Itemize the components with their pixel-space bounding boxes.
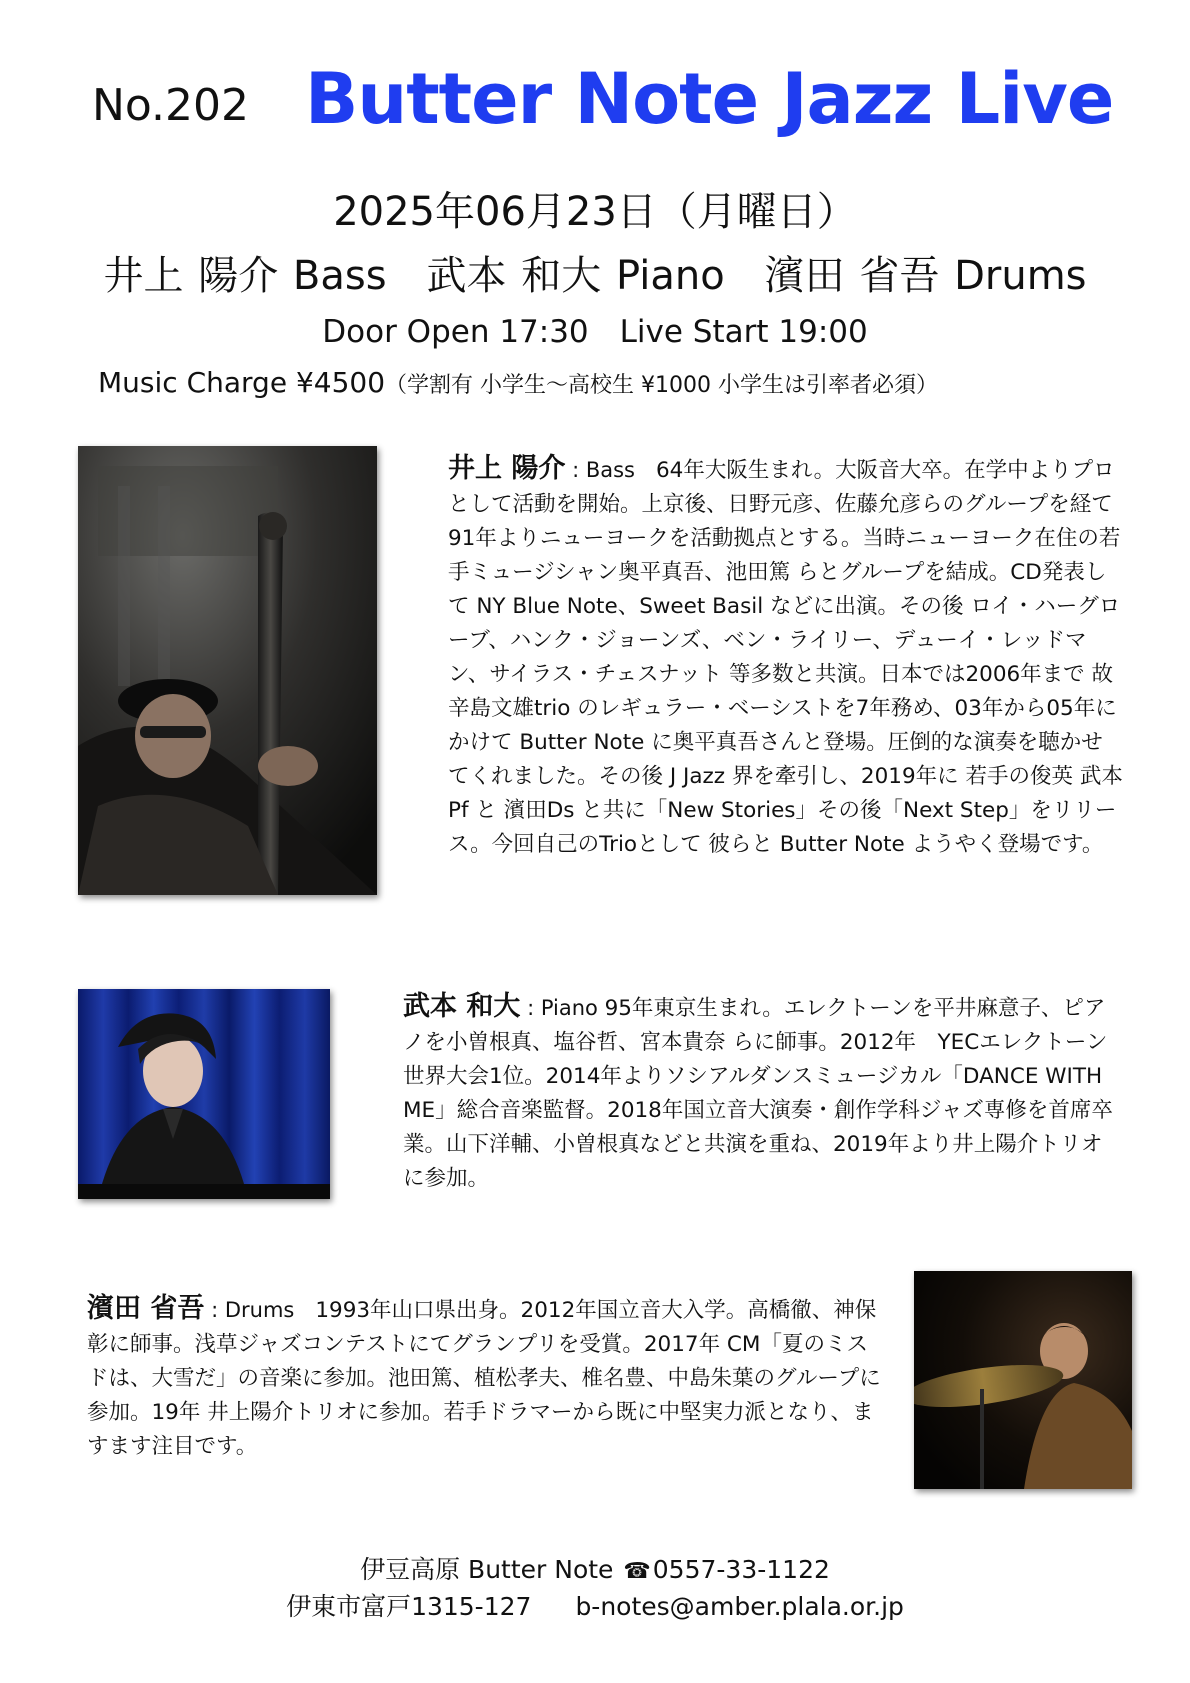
bio-name: 井上 陽介: [448, 453, 566, 484]
charge-price: Music Charge ¥4500: [98, 366, 386, 399]
event-members: 井上 陽介 Bass 武本 和大 Piano 濱田 省吾 Drums: [103, 253, 1087, 299]
bio-text: 64年大阪生まれ。大阪音大卒。在学中よりプロとして活動を開始。上京後、日野元彦、佐藤允彦らのグループを経て91年よりニューヨークを活動拠点とする。当時ニューヨーク在住の若手ミュージシャン奥平真吾、池田篤 らとグループを結成。CD発表して NY Blue Note、Sweet Basil などに出演。その後 ロイ・ハーグローブ、ハンク・ジョーンズ、ベン・ライリー、デューイ・レッドマン、サイラス・チェスナット 等多数と共演。日本では2006年まで 故辛島文雄trio のレギュラー・ベーシストを7年務め、03年から05年にかけて Butter Note に奥平真吾さんと登場。圧倒的な演奏を聴かせてくれました。その後 J Jazz 界を牽引し、2019年に 若手の俊英 武本Pf と 濱田Ds と共に「New Stories」その後「Next Step」をリリース。今回自己のTrioとして 彼らと Butter Note ようやく登場です。: [448, 458, 1123, 857]
bio-role: : Drums: [204, 1298, 316, 1322]
venue-phone[interactable]: 0557-33-1122: [652, 1555, 830, 1584]
bio-text: 95年東京生まれ。エレクトーンを平井麻意子、ピアノを小曽根真、塩谷哲、宮本貴奈 らに師事。2012年 YECエレクトーン世界大会1位。2014年よりソシアルダンスミュージカル「DANCE WITH ME」総合音楽監督。2018年国立音大演奏・創作学科ジャズ専修を首席卒業。山下洋輔、小曽根真などと共演を重ね、2019年より井上陽介トリオに参加。: [403, 996, 1113, 1191]
footer-venue-line: [0, 1550, 1190, 1586]
event-title: Butter Note Jazz Live: [305, 58, 1114, 140]
bio-name: 武本 和大: [403, 991, 521, 1022]
header: [0, 58, 1190, 148]
event-times: Door Open 17:30 Live Start 19:00: [322, 314, 868, 350]
issue-number: No.202: [92, 80, 250, 131]
footer-address-line: [0, 1587, 1190, 1623]
bio-name: 濱田 省吾: [87, 1293, 205, 1324]
charge-note: （学割有 小学生〜高校生 ¥1000 小学生は引率者必須）: [385, 373, 938, 398]
bio-pianist: [403, 990, 1123, 1196]
bio-drummer: [87, 1292, 887, 1464]
bio-role: : Bass: [565, 458, 656, 482]
bio-text: 1993年山口県出身。2012年国立音大入学。高橋徹、神保彰に師事。浅草ジャズコンテストにてグランプリを受賞。2017年 CM「夏のミスドは、大雪だ」の音楽に参加。池田篤、植松孝夫、椎名豊、中島朱葉のグループに参加。19年 井上陽介トリオに参加。若手ドラマーから既に中堅実力派となり、ますます注目です。: [87, 1298, 881, 1459]
venue-address: 伊東市富戸1315-127: [286, 1592, 532, 1621]
venue-name: 伊豆高原 Butter Note: [360, 1555, 622, 1584]
event-date: 2025年06月23日（月曜日）: [333, 189, 857, 235]
photo-drummer: [914, 1271, 1132, 1489]
bio-role: : Piano: [520, 996, 605, 1020]
phone-icon: ☎: [623, 1559, 651, 1584]
venue-email[interactable]: b-notes@amber.plala.or.jp: [575, 1592, 904, 1621]
photo-bassist: [78, 446, 377, 895]
music-charge: [98, 366, 938, 406]
photo-pianist: [78, 989, 330, 1199]
bio-bassist: [448, 452, 1123, 862]
